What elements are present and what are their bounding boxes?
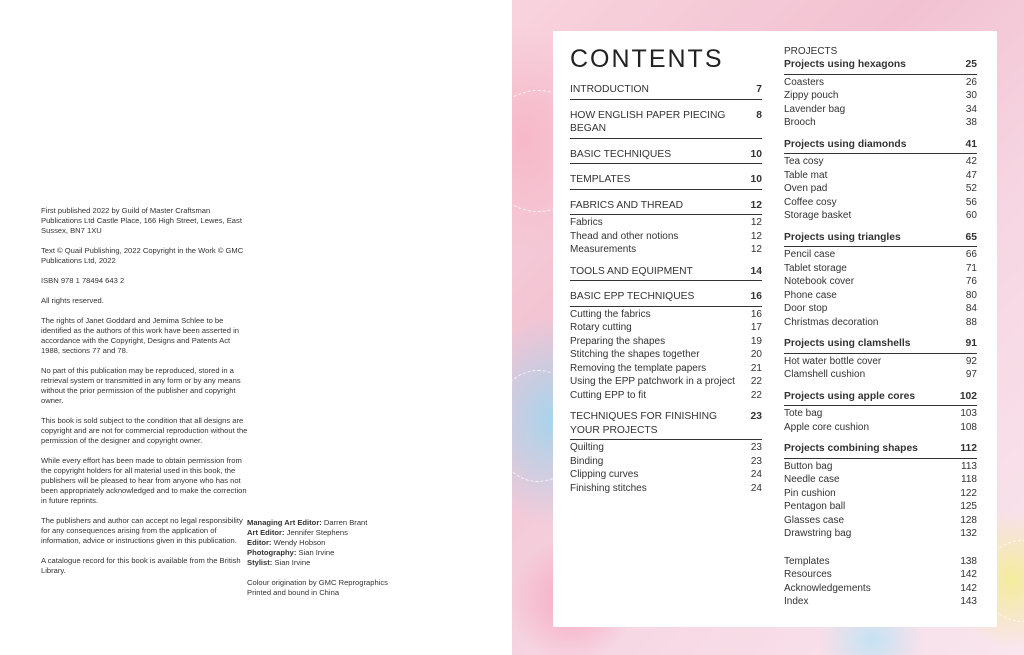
toc-entry-title: Acknowledgements bbox=[784, 582, 871, 594]
toc-entry bbox=[570, 375, 762, 389]
imprint-text bbox=[41, 206, 251, 586]
toc-page-number: 10 bbox=[750, 148, 762, 160]
toc-entry bbox=[784, 289, 977, 303]
toc-entry bbox=[784, 116, 977, 130]
toc-page-number: 60 bbox=[965, 210, 977, 221]
toc-entry-title: Drawstring bag bbox=[784, 528, 852, 539]
toc-entry-title: Pentagon ball bbox=[784, 501, 846, 512]
toc-page-number: 76 bbox=[965, 276, 977, 287]
toc-page-number: 142 bbox=[960, 582, 977, 594]
toc-section-heading bbox=[784, 223, 977, 248]
toc-page-number: 38 bbox=[965, 117, 977, 128]
toc-entry-title: TEMPLATES bbox=[570, 174, 631, 185]
toc-entry-title: Hot water bottle cover bbox=[784, 355, 882, 367]
toc-page-number: 52 bbox=[965, 183, 977, 194]
toc-entry-title: Phone case bbox=[784, 289, 837, 301]
toc-page-number: 22 bbox=[750, 389, 762, 401]
toc-page-number: 112 bbox=[960, 443, 977, 454]
toc-section-heading bbox=[570, 165, 762, 190]
toc-page-number: 102 bbox=[959, 390, 977, 402]
toc-entry-title: Lavender bag bbox=[784, 103, 846, 115]
toc-page-number: 21 bbox=[750, 362, 762, 374]
toc-entry bbox=[570, 389, 762, 403]
toc-entry bbox=[784, 209, 977, 223]
credit-name: Darren Brant bbox=[321, 518, 368, 527]
toc-entry-title: Notebook cover bbox=[784, 276, 855, 287]
toc-page-number: 47 bbox=[965, 169, 977, 181]
toc-entry-title: BASIC TECHNIQUES bbox=[570, 148, 672, 160]
toc-page-number: 103 bbox=[960, 408, 977, 419]
toc-entry bbox=[784, 103, 977, 117]
toc-page-number: 14 bbox=[750, 265, 762, 277]
toc-page-number: 97 bbox=[965, 369, 977, 380]
toc-entry bbox=[784, 275, 977, 289]
toc-page-number: 19 bbox=[750, 335, 762, 347]
toc-page-number: 65 bbox=[965, 231, 977, 243]
toc-entry-title: Pencil case bbox=[784, 249, 836, 260]
toc-page-number: 24 bbox=[750, 469, 762, 480]
toc-entry bbox=[784, 527, 977, 541]
toc-entry-title: Projects using triangles bbox=[784, 231, 901, 243]
projects-heading: PROJECTS bbox=[784, 46, 838, 57]
imprint-paragraph: First published 2022 by Guild of Master Craftsman Publications Ltd Castle Place, 166 High Street, Lewes, East Sussex, BN7 1XU bbox=[41, 206, 242, 235]
toc-entry-title: Projects using clamshells bbox=[784, 338, 911, 349]
toc-page-number: 20 bbox=[750, 349, 762, 360]
toc-page-number: 41 bbox=[965, 138, 977, 150]
toc-page-number: 143 bbox=[960, 596, 977, 607]
toc-entry-title: Finishing stitches bbox=[570, 482, 647, 494]
toc-section-heading bbox=[784, 434, 977, 459]
toc-entry-title: Glasses case bbox=[784, 514, 845, 526]
credit-note: Colour origination by GMC Reprographics bbox=[247, 578, 388, 587]
toc-entry bbox=[784, 76, 977, 90]
toc-entry-title: Quilting bbox=[570, 442, 604, 453]
toc-page-number: 118 bbox=[961, 474, 977, 485]
credit-line bbox=[247, 528, 397, 538]
imprint-paragraph: Text © Quail Publishing, 2022 Copyright in the Work © GMC Publications Ltd, 2022 bbox=[41, 246, 244, 265]
toc-section-heading bbox=[570, 282, 762, 307]
toc-section-heading bbox=[570, 101, 762, 139]
credit-name: Jennifer Stephens bbox=[284, 528, 348, 537]
toc-entry-title: Rotary cutting bbox=[570, 322, 632, 333]
credit-name: Sian Irvine bbox=[296, 548, 335, 557]
credit-role: Editor: bbox=[247, 538, 272, 547]
toc-page-number: 84 bbox=[965, 303, 977, 314]
toc-page-number: 108 bbox=[960, 421, 977, 433]
toc-section-heading bbox=[570, 402, 762, 440]
toc-page-number: 16 bbox=[750, 291, 762, 302]
toc-entry bbox=[784, 89, 977, 103]
toc-entry-title: Index bbox=[784, 596, 809, 607]
toc-entry-title: Storage basket bbox=[784, 210, 852, 221]
toc-entry-title: Projects using diamonds bbox=[784, 138, 907, 150]
toc-entry bbox=[784, 514, 977, 528]
toc-entry-title: Stitching the shapes together bbox=[570, 349, 700, 360]
toc-page-number: 17 bbox=[750, 322, 762, 333]
toc-entry-title: Cutting EPP to fit bbox=[570, 389, 646, 401]
toc-page-number: 34 bbox=[965, 103, 977, 115]
toc-entry bbox=[784, 500, 977, 514]
toc-entry bbox=[570, 468, 762, 482]
imprint-paragraph: No part of this publication may be reproduced, stored in a retrieval system or transmitted in any form or by any means without the prior permission of the publisher and copyright owner. bbox=[41, 366, 241, 405]
toc-entry bbox=[784, 487, 977, 501]
toc-entry-title: Fabrics bbox=[570, 217, 603, 228]
toc-entry bbox=[784, 582, 977, 596]
toc-entry-title: Christmas decoration bbox=[784, 316, 879, 328]
contents-title: CONTENTS bbox=[570, 45, 724, 73]
credit-name: Wendy Hobson bbox=[271, 538, 326, 547]
toc-entry-title: Projects combining shapes bbox=[784, 443, 918, 454]
contents-panel bbox=[553, 31, 997, 627]
credit-line bbox=[247, 558, 397, 568]
credit-line bbox=[247, 538, 397, 548]
toc-page-number: 92 bbox=[965, 355, 977, 367]
toc-page-number: 80 bbox=[965, 289, 977, 301]
toc-entry bbox=[784, 555, 977, 569]
toc-entry bbox=[570, 441, 762, 455]
toc-page-number: 88 bbox=[965, 316, 977, 328]
credit-role: Managing Art Editor: bbox=[247, 518, 322, 527]
toc-entry-title: BASIC EPP TECHNIQUES bbox=[570, 291, 695, 302]
imprint-paragraph: While every effort has been made to obtain permission from the copyright holders for all material used in this book, the publishers will be pleased to hear from anyone who has not been appropriately acknowledged and to make the correction in future reprints. bbox=[41, 456, 247, 505]
toc-page-number: 12 bbox=[750, 217, 762, 228]
toc-entry-title: Brooch bbox=[784, 117, 816, 128]
toc-entry bbox=[784, 248, 977, 262]
toc-entry-title: Templates bbox=[784, 555, 830, 567]
credit-role: Art Editor: bbox=[247, 528, 285, 537]
toc-entry bbox=[784, 355, 977, 369]
toc-entry bbox=[570, 321, 762, 335]
toc-page-number: 8 bbox=[756, 109, 762, 121]
toc-entry-title: HOW ENGLISH PAPER PIECING BEGAN bbox=[570, 109, 726, 134]
imprint-paragraph: The publishers and author can accept no legal responsibility for any consequences arising from the application of information, advice or instructions given in this publication. bbox=[41, 516, 243, 545]
toc-entry-title: Using the EPP patchwork in a project bbox=[570, 376, 735, 387]
toc-spacer bbox=[784, 541, 977, 555]
toc-entry-title: Apple core cushion bbox=[784, 421, 870, 433]
toc-entry bbox=[570, 362, 762, 376]
toc-entry bbox=[784, 169, 977, 183]
toc-entry-title: TOOLS AND EQUIPMENT bbox=[570, 265, 693, 277]
toc-entry bbox=[570, 335, 762, 349]
toc-entry-title: Thead and other notions bbox=[570, 230, 679, 242]
toc-page-number: 122 bbox=[960, 487, 977, 499]
credits-spacer bbox=[247, 568, 397, 578]
toc-page-number: 26 bbox=[965, 76, 977, 88]
toc-entry bbox=[784, 595, 977, 609]
toc-page-number: 125 bbox=[960, 501, 977, 512]
toc-entry-title: Binding bbox=[570, 455, 604, 467]
imprint-paragraph: ISBN 978 1 78494 643 2 bbox=[41, 276, 125, 285]
toc-entry-title: Tote bag bbox=[784, 408, 823, 419]
toc-page-number: 12 bbox=[750, 199, 762, 211]
toc-entry-title: Resources bbox=[784, 569, 832, 580]
toc-page-number: 7 bbox=[756, 84, 762, 95]
credit-name: Sian Irvine bbox=[272, 558, 311, 567]
toc-section-heading bbox=[784, 58, 977, 75]
toc-entry bbox=[784, 302, 977, 316]
toc-entry-title: Coasters bbox=[784, 76, 825, 88]
credits-block bbox=[247, 518, 397, 598]
credit-line bbox=[247, 518, 397, 528]
toc-entry bbox=[784, 460, 977, 474]
toc-entry-title: Clipping curves bbox=[570, 469, 639, 480]
toc-entry-title: Cutting the fabrics bbox=[570, 308, 651, 320]
toc-entry-title: INTRODUCTION bbox=[570, 84, 649, 95]
toc-entry bbox=[570, 216, 762, 230]
toc-page-number: 66 bbox=[965, 249, 977, 260]
toc-page-number: 142 bbox=[960, 569, 977, 580]
imprint-paragraph: A catalogue record for this book is available from the British Library. bbox=[41, 556, 241, 575]
right-page bbox=[512, 0, 1024, 655]
toc-section-heading bbox=[570, 83, 762, 100]
toc-entry-title: Preparing the shapes bbox=[570, 335, 666, 347]
imprint-paragraph: This book is sold subject to the condition that all designs are copyright and are not for commercial reproduction without the permission of the designer and copyright owner. bbox=[41, 416, 248, 445]
toc-page-number: 24 bbox=[750, 482, 762, 494]
credit-line bbox=[247, 548, 397, 558]
toc-entry bbox=[784, 155, 977, 169]
toc-section-heading bbox=[570, 257, 762, 282]
toc-entry bbox=[784, 473, 977, 487]
toc-entry-title: Needle case bbox=[784, 474, 840, 485]
toc-entry-title: Door stop bbox=[784, 303, 828, 314]
toc-entry bbox=[784, 368, 977, 382]
toc-entry-title: Zippy pouch bbox=[784, 90, 839, 101]
contents-right-column bbox=[784, 46, 977, 609]
toc-page-number: 113 bbox=[961, 460, 977, 472]
toc-entry-title: FABRICS AND THREAD bbox=[570, 199, 684, 211]
toc-page-number: 42 bbox=[965, 156, 977, 167]
toc-section-heading bbox=[570, 140, 762, 165]
toc-page-number: 23 bbox=[750, 442, 762, 453]
imprint-paragraph: All rights reserved. bbox=[41, 296, 104, 305]
toc-page-number: 71 bbox=[965, 262, 977, 274]
toc-entry bbox=[784, 421, 977, 435]
toc-entry bbox=[784, 568, 977, 582]
toc-entry-title: Clamshell cushion bbox=[784, 369, 866, 380]
toc-entry bbox=[570, 482, 762, 496]
toc-entry-title: Tea cosy bbox=[784, 156, 824, 167]
imprint-paragraph: The rights of Janet Goddard and Jemima Schlee to be identified as the authors of this work have been asserted in accordance with the Copyright, Designs and Patents Act 1988, sections 77 and 78. bbox=[41, 316, 239, 355]
toc-entry-title: TECHNIQUES FOR FINISHING YOUR PROJECTS bbox=[570, 411, 718, 436]
toc-page-number: 23 bbox=[750, 455, 762, 467]
toc-section-heading bbox=[784, 130, 977, 155]
toc-entry bbox=[784, 407, 977, 421]
toc-entry-title: Button bag bbox=[784, 460, 833, 472]
toc-entry-title: Table mat bbox=[784, 169, 828, 181]
toc-entry bbox=[784, 316, 977, 330]
toc-section-heading bbox=[784, 329, 977, 354]
toc-page-number: 23 bbox=[750, 411, 762, 422]
toc-entry bbox=[570, 348, 762, 362]
toc-entry-title: Projects using apple cores bbox=[784, 390, 916, 402]
toc-entry-title: Measurements bbox=[570, 244, 637, 255]
toc-page-number: 30 bbox=[965, 90, 977, 101]
toc-entry bbox=[784, 196, 977, 210]
toc-entry bbox=[784, 262, 977, 276]
toc-page-number: 25 bbox=[965, 59, 977, 70]
toc-entry-title: Pin cushion bbox=[784, 487, 836, 499]
contents-left-column bbox=[570, 83, 762, 495]
toc-page-number: 128 bbox=[960, 514, 977, 526]
toc-page-number: 22 bbox=[750, 376, 762, 387]
toc-entry-title: Tablet storage bbox=[784, 262, 847, 274]
toc-entry-title: Coffee cosy bbox=[784, 196, 837, 208]
toc-page-number: 12 bbox=[750, 230, 762, 242]
credit-role: Stylist: bbox=[247, 558, 273, 567]
toc-page-number: 91 bbox=[965, 338, 977, 349]
credit-note: Printed and bound in China bbox=[247, 588, 340, 597]
toc-entry bbox=[570, 308, 762, 322]
credit-role: Photography: bbox=[247, 548, 297, 557]
toc-entry bbox=[784, 182, 977, 196]
toc-section-heading bbox=[784, 382, 977, 407]
toc-page-number: 56 bbox=[965, 196, 977, 208]
toc-page-number: 12 bbox=[750, 244, 762, 255]
toc-page-number: 16 bbox=[750, 308, 762, 320]
toc-entry bbox=[570, 230, 762, 244]
toc-entry-title: Oven pad bbox=[784, 183, 828, 194]
toc-entry-title: Removing the template papers bbox=[570, 362, 707, 374]
toc-page-number: 10 bbox=[750, 174, 762, 185]
toc-section-heading bbox=[570, 191, 762, 216]
toc-page-number: 132 bbox=[960, 528, 977, 539]
toc-entry-title: Projects using hexagons bbox=[784, 59, 906, 70]
toc-entry bbox=[570, 243, 762, 257]
toc-entry bbox=[570, 455, 762, 469]
toc-page-number: 138 bbox=[960, 555, 977, 567]
